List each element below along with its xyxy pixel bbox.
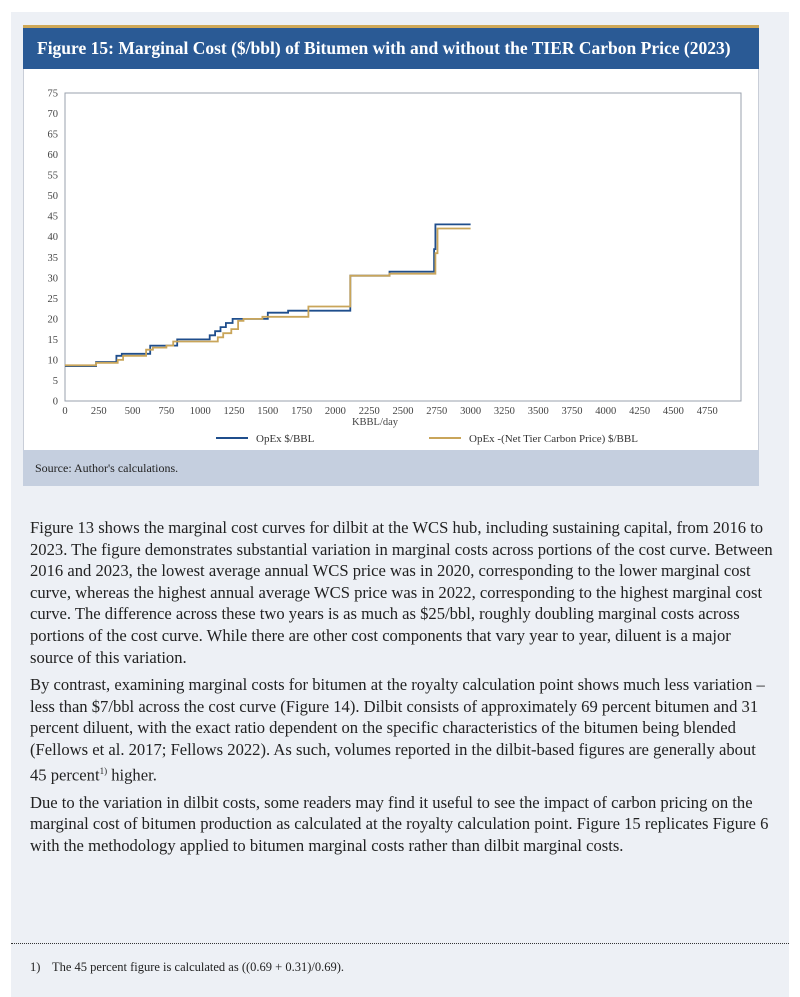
y-tick-label: 0 <box>52 396 58 408</box>
y-tick-label: 60 <box>47 150 58 162</box>
y-tick-label: 50 <box>47 191 58 203</box>
x-tick-label: 2250 <box>358 406 380 417</box>
y-tick-label: 40 <box>47 232 58 244</box>
paragraph-2 <box>30 674 775 786</box>
footnote-text: The 45 percent figure is calculated as ((0.69 + 0.31)/0.69). <box>52 960 345 974</box>
x-tick-label: 2750 <box>426 406 448 417</box>
series-line-opex <box>65 224 471 366</box>
figure-15 <box>23 25 759 485</box>
y-tick-label: 55 <box>47 170 58 182</box>
plot-frame <box>65 93 741 401</box>
x-tick-label: 250 <box>90 406 107 417</box>
x-tick-label: 0 <box>62 406 68 417</box>
footnote-divider <box>11 943 789 944</box>
footnote-number: 1) <box>30 960 41 974</box>
chart-area <box>23 69 759 474</box>
series-line-net-tier <box>65 229 471 366</box>
y-tick-label: 70 <box>47 109 58 121</box>
footnote <box>30 960 344 975</box>
x-tick-label: 3250 <box>493 406 515 417</box>
paragraph-1: Figure 13 shows the marginal cost curves for dilbit at the WCS hub, including sustaining capital, from 2016 to 2023. The figure demonstrates substantial variation in marginal costs across portions of the cost curve. Between 2016 and 2023, the lowest average annual WCS price was in 2020, corresponding to the lower marginal cost curve, whereas the highest annual average WCS price was in 2022, corresponding to the highest marginal cost curve. The difference across these two years is as much as $25/bbl, roughly doubling marginal costs across portions of the cost curve. While there are other cost components that vary year to year, diluent is a major source of this variation. <box>30 518 773 667</box>
y-tick-label: 75 <box>47 88 58 100</box>
x-axis-label: KBBL/day <box>351 417 399 428</box>
x-tick-label: 1250 <box>223 406 245 417</box>
x-tick-label: 3750 <box>561 406 583 417</box>
x-tick-label: 3500 <box>527 406 549 417</box>
x-tick-label: 3000 <box>460 406 482 417</box>
x-tick-label: 1750 <box>291 406 313 417</box>
y-tick-label: 65 <box>47 129 58 141</box>
y-tick-label: 30 <box>47 273 58 285</box>
y-tick-label: 45 <box>47 211 58 223</box>
x-tick-label: 4750 <box>696 406 718 417</box>
y-tick-label: 35 <box>47 252 58 264</box>
paragraph-2-end: higher. <box>107 765 157 785</box>
y-tick-label: 15 <box>47 334 58 346</box>
body-text <box>30 517 775 862</box>
x-tick-label: 750 <box>158 406 175 417</box>
marginal-cost-chart <box>24 69 758 450</box>
legend-label-opex: OpEx $/BBL <box>256 433 315 445</box>
y-tick-label: 20 <box>47 314 58 326</box>
figure-source: Source: Author's calculations. <box>23 450 759 486</box>
x-tick-label: 1000 <box>189 406 211 417</box>
paragraph-3: Due to the variation in dilbit costs, some readers may find it useful to see the impact of carbon pricing on the marginal cost of bitumen production as calculated at the royalty calculation point. Figure 15 replicates Figure 6 with the methodology applied to bitumen marginal costs rather than dilbit marginal costs. <box>30 792 769 855</box>
x-tick-label: 4500 <box>662 406 684 417</box>
x-tick-label: 500 <box>124 406 141 417</box>
legend-label-net-tier: OpEx -(Net Tier Carbon Price) $/BBL <box>469 433 638 445</box>
x-tick-label: 4000 <box>595 406 617 417</box>
y-tick-label: 5 <box>52 375 58 387</box>
footnote-ref[interactable]: 1) <box>99 765 108 776</box>
x-tick-label: 1500 <box>257 406 279 417</box>
x-tick-label: 4250 <box>629 406 651 417</box>
figure-title: Figure 15: Marginal Cost ($/bbl) of Bitumen with and without the TIER Carbon Price (2023) <box>23 25 759 69</box>
x-tick-label: 2500 <box>392 406 414 417</box>
y-tick-label: 25 <box>47 293 58 305</box>
x-tick-label: 2000 <box>324 406 346 417</box>
y-tick-label: 10 <box>47 355 58 367</box>
paragraph-2-text: By contrast, examining marginal costs for bitumen at the royalty calculation point shows much less variation – less than $7/bbl across the cost curve (Figure 14). Dilbit consists of approximately 69 percent bitumen and 31 percent diluent, with the exact ratio dependent on the specific characteristics of the bitumen being blended (Fellows et al. 2017; Fellows 2022). As such, volumes reported in the dilbit-based figures are generally about 45 percent <box>30 675 765 785</box>
